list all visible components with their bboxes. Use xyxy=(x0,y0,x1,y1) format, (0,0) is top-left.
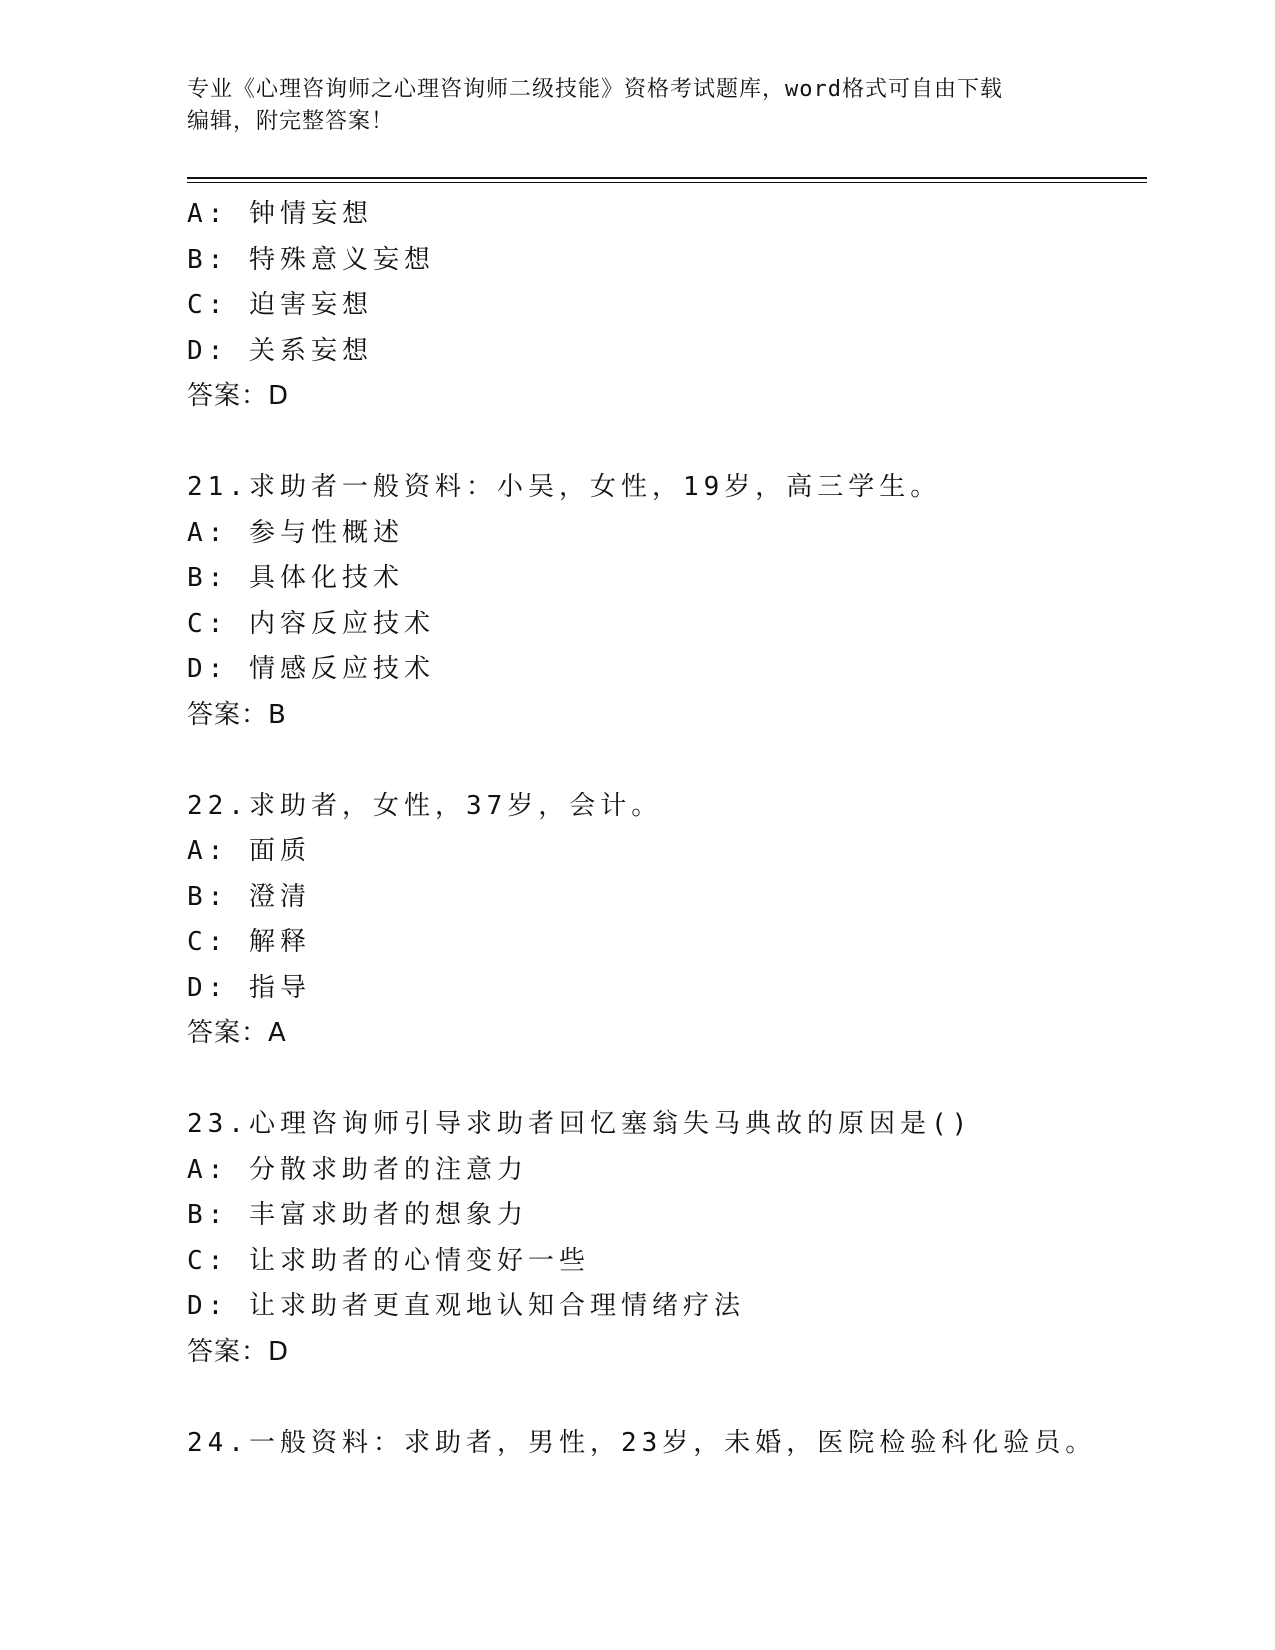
header-line-2: 编辑，附完整答案！ xyxy=(187,109,395,134)
q20-option-c: C: 迫害妄想 xyxy=(187,290,373,320)
document-header xyxy=(187,74,1087,138)
spacer xyxy=(187,1375,1167,1421)
spacer xyxy=(187,420,1167,466)
q23-option-c: C: 让求助者的心情变好一些 xyxy=(187,1245,590,1276)
header-rule-thin xyxy=(187,182,1147,183)
q23-option-b: B: 丰富求助者的想象力 xyxy=(187,1200,528,1230)
q21-option-d: D: 情感反应技术 xyxy=(187,654,435,684)
q22-option-d: D: 指导 xyxy=(187,972,311,1003)
q20-answer: 答案：D xyxy=(187,381,290,411)
spacer xyxy=(187,738,1167,784)
q22-option-c: C: 解释 xyxy=(187,927,311,957)
q22-option-b: B: 澄清 xyxy=(187,881,311,912)
q22-stem: 22.求助者，女性，37岁，会计。 xyxy=(187,790,663,821)
q23-option-a: A: 分散求助者的注意力 xyxy=(187,1154,528,1185)
header-rule-thick xyxy=(187,177,1147,179)
q23-answer: 答案：D xyxy=(187,1336,290,1367)
q22-option-a: A: 面质 xyxy=(187,836,311,866)
q21-option-b: B: 具体化技术 xyxy=(187,563,404,593)
question-list xyxy=(187,192,1167,1466)
q21-stem: 21.求助者一般资料：小吴，女性，19岁，高三学生。 xyxy=(187,472,942,502)
q20-option-b: B: 特殊意义妄想 xyxy=(187,244,435,275)
header-line-1: 专业《心理咨询师之心理咨询师二级技能》资格考试题库，word格式可自由下载 xyxy=(187,77,1003,102)
spacer xyxy=(187,1057,1167,1103)
q21-answer: 答案：B xyxy=(187,699,287,730)
q22-answer: 答案：A xyxy=(187,1018,287,1048)
q23-stem: 23.心理咨询师引导求助者回忆塞翁失马典故的原因是() xyxy=(187,1109,973,1139)
q24-stem: 24.一般资料：求助者，男性，23岁，未婚，医院检验科化验员。 xyxy=(187,1427,1097,1458)
q20-option-a: A: 钟情妄想 xyxy=(187,199,373,229)
q21-option-c: C: 内容反应技术 xyxy=(187,608,435,639)
q23-option-d: D: 让求助者更直观地认知合理情绪疗法 xyxy=(187,1291,745,1321)
q21-option-a: A: 参与性概述 xyxy=(187,517,404,548)
q20-option-d: D: 关系妄想 xyxy=(187,335,373,366)
